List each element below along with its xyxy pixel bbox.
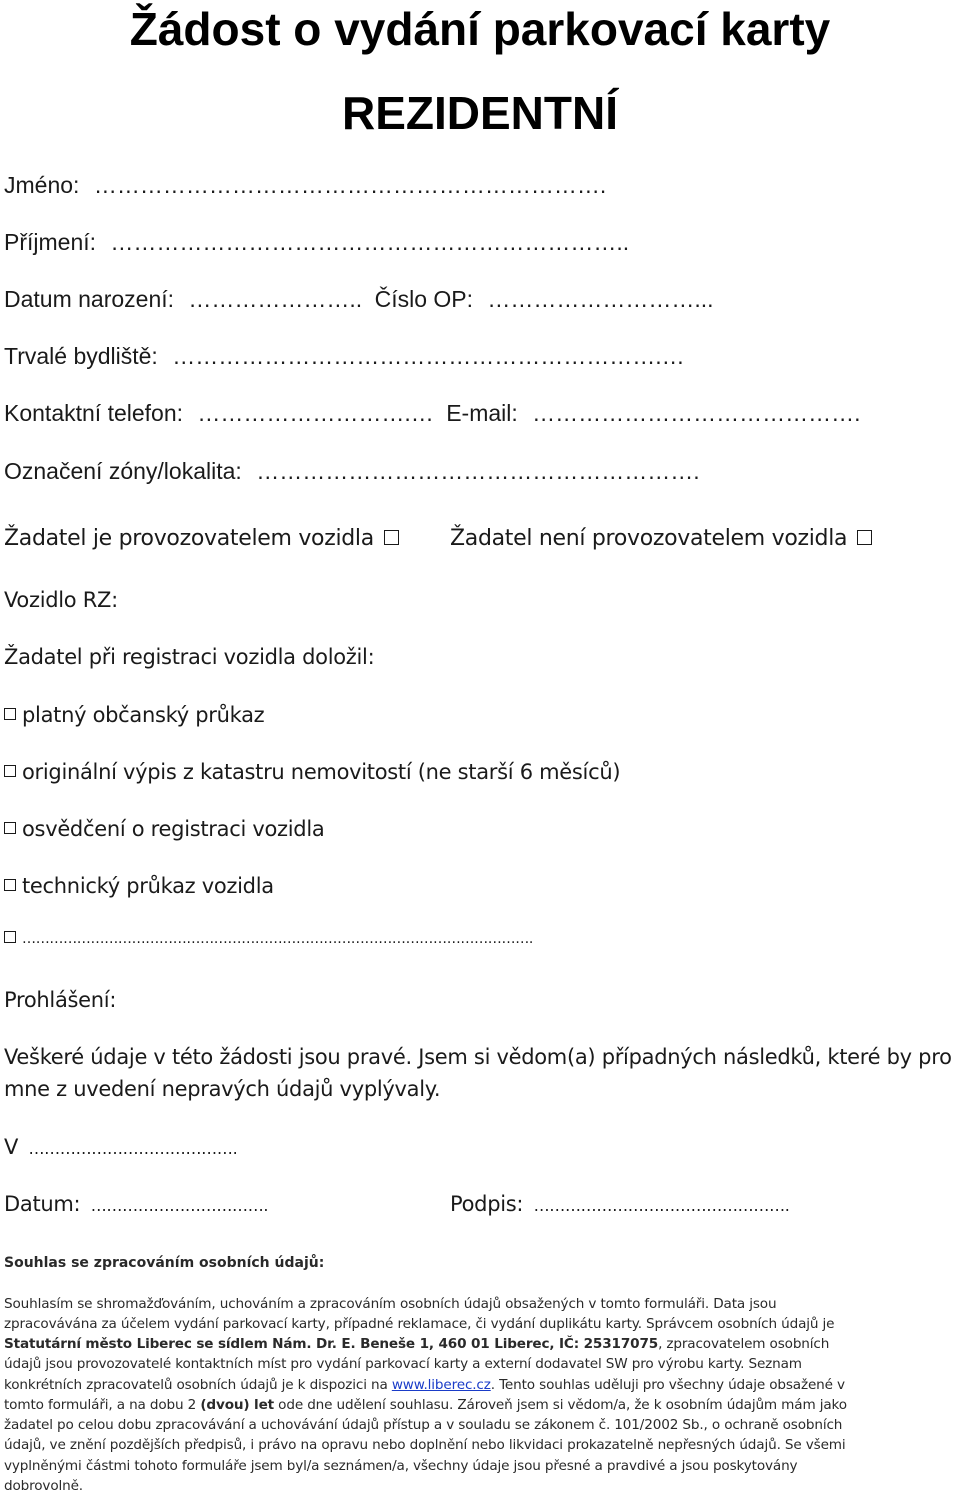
- field-podpis[interactable]: [450, 1192, 790, 1216]
- checkbox-doklad[interactable]: [4, 765, 16, 777]
- field-cislo-op-blank[interactable]: ………………………...: [487, 286, 714, 312]
- prohlaseni-heading: Prohlášení:: [4, 988, 117, 1012]
- doklad-label: osvědčení o registraci vozidla: [22, 817, 325, 841]
- field-prijmeni-label: Příjmení:: [4, 229, 97, 255]
- field-zona[interactable]: [4, 458, 700, 485]
- checkbox-is-operator[interactable]: [384, 530, 399, 545]
- doklady-heading: Žadatel při registraci vozidla doložil:: [4, 645, 375, 669]
- doklad-item[interactable]: [4, 703, 264, 727]
- checkbox-not-operator[interactable]: [857, 530, 872, 545]
- doklad-label: platný občanský průkaz: [22, 703, 265, 727]
- field-trvale-bydliste[interactable]: [4, 343, 685, 370]
- checkbox-doklad[interactable]: [4, 879, 16, 891]
- field-trvale-bydliste-blank[interactable]: ……………………………………………………….…: [172, 343, 685, 369]
- consent-text-line: [4, 1377, 845, 1393]
- field-zona-label: Označení zóny/lokalita:: [4, 458, 242, 484]
- field-telefon-blank[interactable]: ……………………….…: [197, 400, 434, 426]
- consent-text-line: vyplněnými částmi tohoto formuláře jsem byl/a seznámen/a, všechny údaje jsou přesné a pravdivé a jsou poskytovány: [4, 1458, 798, 1474]
- prohlaseni-text-line: Veškeré údaje v této žádosti jsou pravé. Jsem si vědom(a) případných následků, které by pro: [4, 1045, 952, 1069]
- vozidlo-rz-label: Vozidlo RZ:: [4, 588, 118, 612]
- doklad-item[interactable]: [4, 760, 620, 784]
- consent-text: tomto formuláři, a na dobu 2: [4, 1397, 201, 1413]
- field-misto[interactable]: [4, 1135, 237, 1159]
- field-podpis-blank[interactable]: ………………………………………….: [533, 1196, 790, 1215]
- field-datum-blank[interactable]: …………………………….: [90, 1196, 269, 1215]
- field-datum-narozeni-label: Datum narození:: [4, 286, 175, 312]
- field-zona-blank[interactable]: ………………………………………………….: [256, 458, 700, 484]
- option-is-operator[interactable]: [4, 526, 399, 551]
- consent-text-line: údajů jsou provozovatelé kontaktních míst pro vydání parkovací karty a externí dodavatel SW pro výrobu karty. Seznam: [4, 1356, 802, 1372]
- field-datum-narozeni[interactable]: [4, 286, 714, 313]
- field-jmeno[interactable]: [4, 172, 606, 199]
- field-jmeno-blank[interactable]: ………………………………………………………….: [93, 172, 607, 198]
- consent-text-line: [4, 1397, 847, 1413]
- doklad-label: technický průkaz vozidla: [22, 874, 274, 898]
- consent-text: . Tento souhlas uděluji pro všechny údaje obsažené v: [490, 1377, 845, 1393]
- field-trvale-bydliste-label: Trvalé bydliště:: [4, 343, 158, 369]
- consent-text-line: údajů, ve znění pozdějších předpisů, i právo na opravu nebo doplnění nebo likvidaci prokazatelně nepřesných údajů. Se všemi: [4, 1437, 846, 1453]
- field-datum[interactable]: [4, 1192, 268, 1216]
- doklad-other-blank[interactable]: ………………………………………………………………………………………………….: [22, 931, 534, 947]
- form-title: Žádost o vydání parkovací karty: [129, 3, 831, 55]
- field-misto-label: V: [4, 1135, 19, 1159]
- consent-heading: Souhlas se zpracováním osobních údajů:: [4, 1255, 325, 1271]
- field-prijmeni[interactable]: [4, 229, 629, 256]
- field-cislo-op-label: Číslo OP:: [374, 286, 474, 312]
- doklad-item-other[interactable]: [4, 931, 533, 947]
- field-telefon[interactable]: [4, 400, 861, 427]
- doklad-label: originální výpis z katastru nemovitostí (ne starší 6 měsíců): [22, 760, 621, 784]
- consent-text: konkrétních zpracovatelů osobních údajů je k dispozici na: [4, 1377, 392, 1393]
- consent-duration: (dvou) let: [200, 1397, 274, 1413]
- consent-text-line: zpracovávána za účelem vydání parkovací karty, případné reklamace, či vydání duplikátu karty. Správcem osobních údajů je: [4, 1316, 835, 1332]
- consent-text-line: Souhlasím se shromažďováním, uchováním a zpracováním osobních údajů obsažených v tomto formuláři. Data jsou: [4, 1296, 777, 1312]
- field-misto-blank[interactable]: ………………………………….: [28, 1139, 238, 1158]
- option-not-operator-label: Žadatel není provozovatelem vozidla: [450, 526, 848, 551]
- consent-text-line: [4, 1336, 829, 1352]
- consent-text-line: dobrovolně.: [4, 1478, 83, 1494]
- option-is-operator-label: Žadatel je provozovatelem vozidla: [4, 526, 374, 551]
- option-not-operator[interactable]: [450, 526, 872, 551]
- consent-controller: Statutární město Liberec se sídlem Nám. Dr. E. Beneše 1, 460 01 Liberec, IČ: 25317075: [4, 1336, 659, 1352]
- checkbox-doklad[interactable]: [4, 822, 16, 834]
- prohlaseni-text-line: mne z uvedení nepravých údajů vyplývaly.: [4, 1077, 441, 1101]
- field-datum-label: Datum:: [4, 1192, 81, 1216]
- field-email-label: E-mail:: [446, 400, 518, 426]
- field-datum-narozeni-blank[interactable]: …………………..: [188, 286, 363, 312]
- field-telefon-label: Kontaktní telefon:: [4, 400, 184, 426]
- doklad-item[interactable]: [4, 817, 324, 841]
- field-jmeno-label: Jméno:: [4, 172, 80, 198]
- doklad-item[interactable]: [4, 874, 274, 898]
- checkbox-doklad[interactable]: [4, 708, 16, 720]
- field-podpis-label: Podpis:: [450, 1192, 524, 1216]
- field-email-blank[interactable]: …………………………………….: [532, 400, 861, 426]
- consent-text-line: žadatel po celou dobu zpracovávání a uchovávání údajů přístup a v souladu se zákonem č. 101/2002 Sb., o ochraně osobních: [4, 1417, 843, 1433]
- consent-text: ode dne udělení souhlasu. Zároveň jsem si vědom/a, že k osobním údajům mám jako: [274, 1397, 847, 1413]
- form-subtitle: REZIDENTNÍ: [342, 87, 618, 139]
- field-prijmeni-blank[interactable]: …………………………………………………………..: [110, 229, 630, 255]
- checkbox-doklad-other[interactable]: [4, 931, 16, 943]
- liberec-link[interactable]: www.liberec.cz: [391, 1377, 491, 1393]
- consent-text: , zpracovatelem osobních: [658, 1336, 830, 1352]
